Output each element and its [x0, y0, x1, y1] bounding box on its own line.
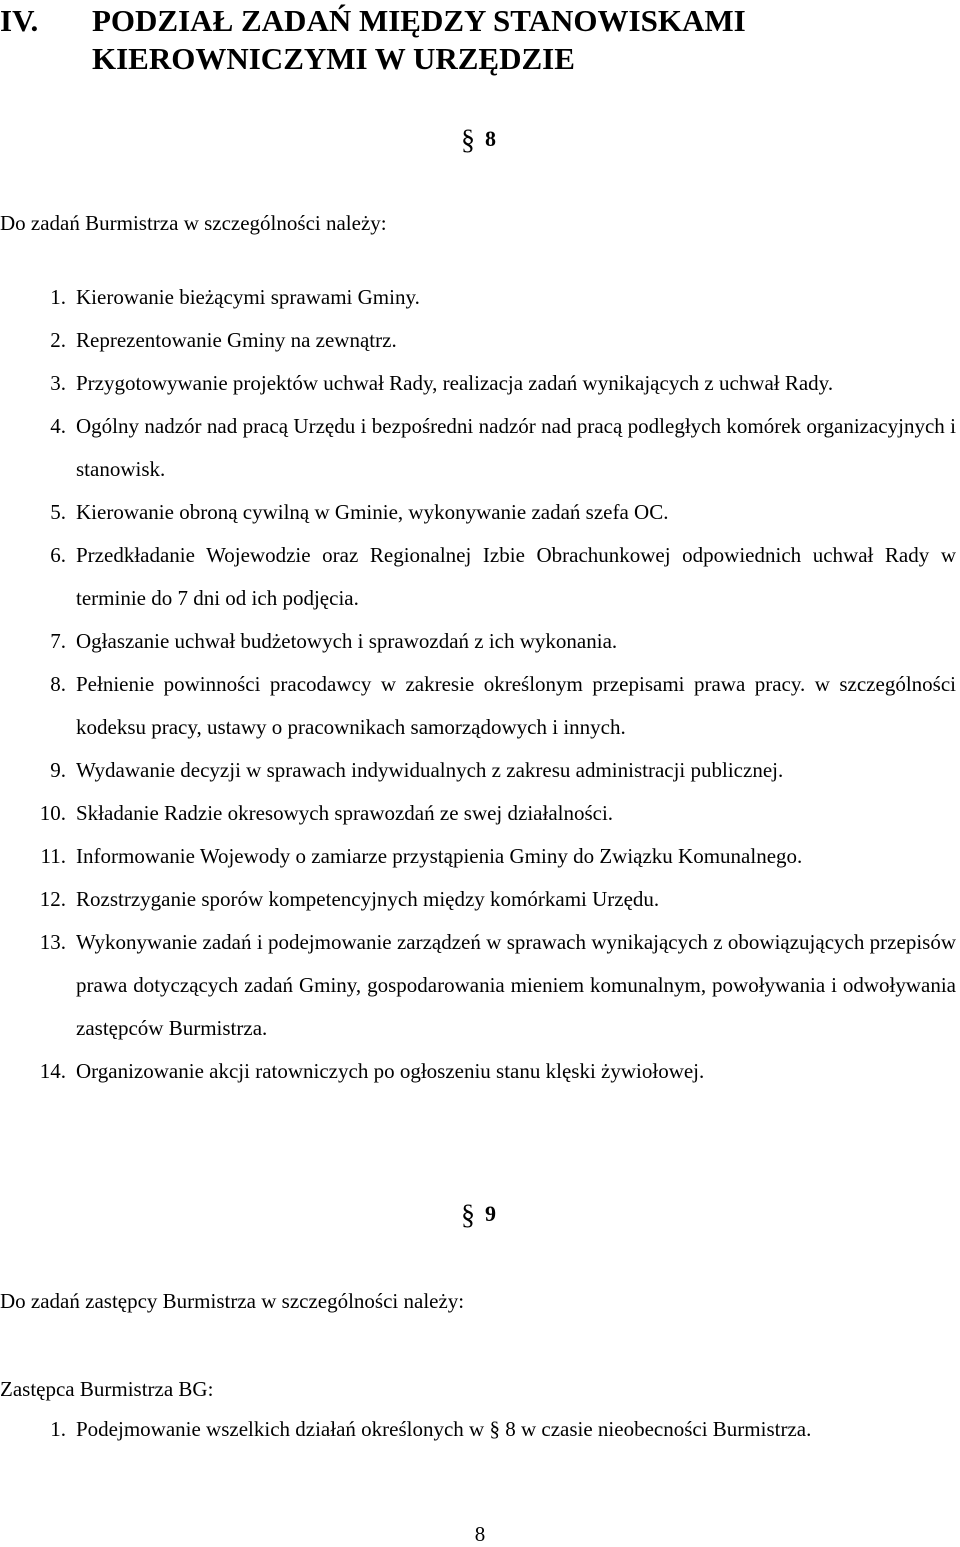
section-symbol: § — [461, 1200, 475, 1231]
list-item — [0, 663, 960, 749]
list-item-text: Kierowanie bieżącymi sprawami Gminy. — [76, 285, 420, 309]
list-item-number: 5. — [50, 500, 66, 524]
list-item-text: Wykonywanie zadań i podejmowanie zarządzeń w sprawach wynikających z obowiązujących przepisów prawa dotyczących zadań Gminy, gospodarowania mieniem komunalnym, powoływania i odwoływania zastępców Burmistrza. — [76, 930, 956, 1040]
list-item — [0, 1408, 960, 1451]
list-item — [0, 1050, 960, 1093]
list-item-number: 6. — [50, 543, 66, 567]
list-item-number: 1. — [50, 285, 66, 309]
list-item-number: 14. — [39, 1059, 66, 1083]
list-item-number: 1. — [50, 1417, 66, 1441]
section-8-heading — [461, 125, 661, 156]
section-symbol: § — [461, 125, 475, 156]
list-item — [0, 878, 960, 921]
chapter-number: IV. — [0, 3, 39, 38]
list-item-text: Organizowanie akcji ratowniczych po ogłoszeniu stanu klęski żywiołowej. — [76, 1059, 705, 1083]
list-item-text: Składanie Radzie okresowych sprawozdań ze swej działalności. — [76, 801, 614, 825]
list-item-text: Przedkładanie Wojewodzie oraz Regionalnej Izbie Obrachunkowej odpowiednich uchwał Rady w terminie do 7 dni od ich podjęcia. — [76, 543, 956, 610]
list-item — [0, 620, 960, 663]
list-item — [0, 749, 960, 792]
list-item — [0, 319, 960, 362]
list-item — [0, 835, 960, 878]
list-item-number: 12. — [39, 887, 66, 911]
list-item — [0, 792, 960, 835]
list-item — [0, 276, 960, 319]
section-number: 8 — [485, 126, 496, 151]
list-item — [0, 921, 960, 1050]
list-item — [0, 405, 960, 491]
list-item-text: Informowanie Wojewody o zamiarze przystąpienia Gminy do Związku Komunalnego. — [76, 844, 803, 868]
section-8-list — [0, 276, 960, 1093]
list-item-text: Kierowanie obroną cywilną w Gminie, wykonywanie zadań szefa OC. — [76, 500, 669, 524]
list-item-text: Przygotowywanie projektów uchwał Rady, realizacja zadań wynikających z uchwał Rady. — [76, 371, 834, 395]
list-item-text: Reprezentowanie Gminy na zewnątrz. — [76, 328, 397, 352]
list-item-number: 4. — [50, 414, 66, 438]
list-item-number: 2. — [50, 328, 66, 352]
chapter-title: PODZIAŁ ZADAŃ MIĘDZY STANOWISKAMI KIEROWNICZYMI W URZĘDZIE — [92, 3, 746, 76]
section-9-intro: Do zadań zastępcy Burmistrza w szczególności należy: — [0, 1289, 465, 1313]
list-item-number: 9. — [50, 758, 66, 782]
list-item-number: 7. — [50, 629, 66, 653]
list-item — [0, 491, 960, 534]
list-item — [0, 534, 960, 620]
list-item-text: Wydawanie decyzji w sprawach indywidualnych z zakresu administracji publicznej. — [76, 758, 784, 782]
list-item-text: Pełnienie powinności pracodawcy w zakresie określonym przepisami prawa pracy. w szczególności kodeksu pracy, ustawy o pracownikach samorządowych i innych. — [76, 672, 956, 739]
list-item-number: 8. — [50, 672, 66, 696]
list-item-number: 11. — [40, 844, 66, 868]
section-9-list — [0, 1408, 960, 1451]
section-number: 9 — [485, 1201, 496, 1226]
list-item — [0, 362, 960, 405]
section-9-subheading: Zastępca Burmistrza BG: — [0, 1377, 214, 1401]
page-number: 8 — [474, 1522, 486, 1546]
list-item-number: 3. — [50, 371, 66, 395]
section-8-intro: Do zadań Burmistrza w szczególności należy: — [0, 211, 387, 235]
list-item-text: Ogłaszanie uchwał budżetowych i sprawozdań z ich wykonania. — [76, 629, 618, 653]
list-item-text: Rozstrzyganie sporów kompetencyjnych między komórkami Urzędu. — [76, 887, 660, 911]
list-item-text: Ogólny nadzór nad pracą Urzędu i bezpośredni nadzór nad pracą podległych komórek organizacyjnych i stanowisk. — [76, 414, 956, 481]
list-item-number: 13. — [39, 930, 66, 954]
list-item-number: 10. — [39, 801, 66, 825]
list-item-text: Podejmowanie wszelkich działań określonych w § 8 w czasie nieobecności Burmistrza. — [76, 1417, 812, 1441]
section-9-heading — [461, 1200, 661, 1231]
